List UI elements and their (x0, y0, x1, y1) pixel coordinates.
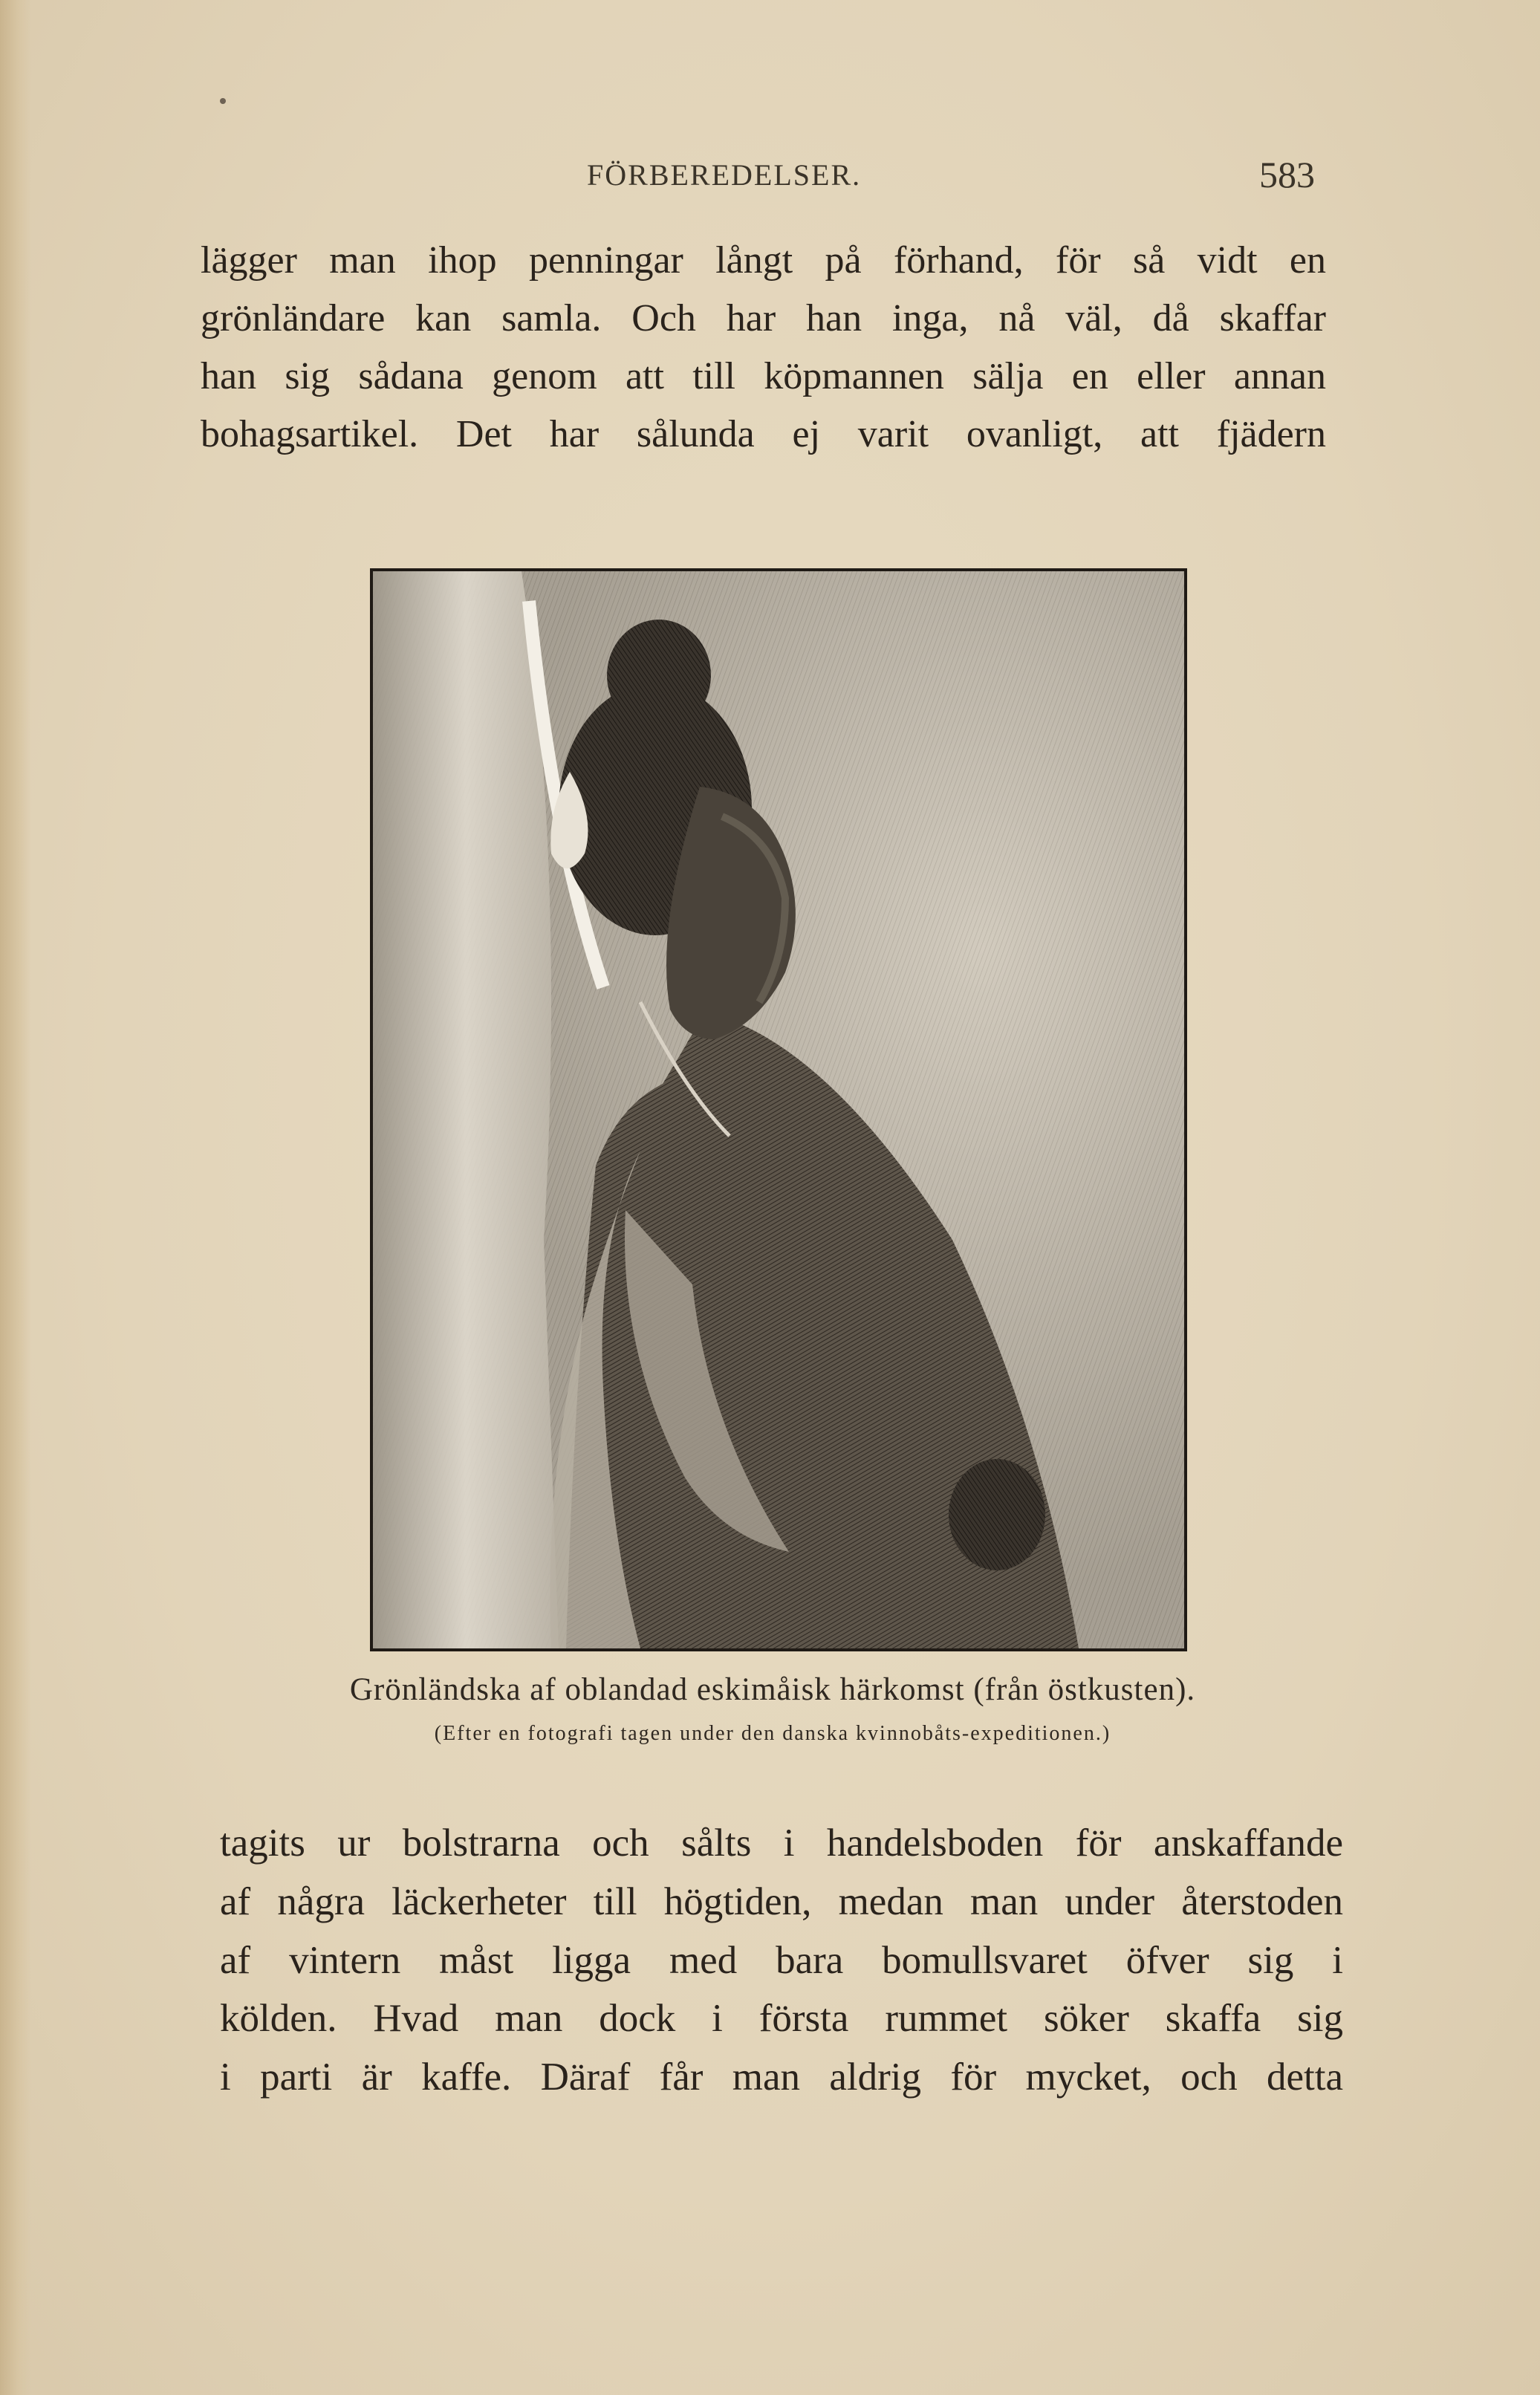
page-binding-edge (0, 0, 31, 2395)
figure-credit: (Efter en fotografi tagen under den danska kvinnobåts-expeditionen.) (434, 1722, 1111, 1745)
ink-speck (220, 98, 226, 104)
body-line-top-2: grönländare kan samla. Och har han inga, nå väl, då skaffar (201, 297, 1326, 339)
running-header: FÖRBEREDELSER. (587, 158, 862, 192)
body-line-bottom-4: kölden. Hvad man dock i första rummet söker skaffa sig (220, 1997, 1343, 2040)
figure-caption: Grönländska af oblandad eskimåisk härkomst (från östkusten). (349, 1672, 1196, 1707)
body-line-bottom-2: af några läckerheter till högtiden, medan man under återstoden (220, 1880, 1343, 1923)
body-line-bottom-3: af vintern måst ligga med bara bomullsvaret öfver sig i (220, 1939, 1343, 1982)
body-line-bottom-1: tagits ur bolstrarna och sålts i handelsboden för anskaffande (220, 1822, 1343, 1865)
body-line-top-3: han sig sådana genom att till köpmannen sälja en eller annan (201, 355, 1326, 397)
body-line-top-1: lägger man ihop penningar långt på förhand, för så vidt en (201, 239, 1326, 282)
body-line-bottom-5: i parti är kaffe. Däraf får man aldrig för mycket, och detta (220, 2056, 1343, 2099)
portrait-engraving-icon (373, 571, 1184, 1648)
page-number: 583 (1259, 154, 1315, 195)
body-line-top-4: bohagsartikel. Det har sålunda ej varit ovanligt, att fjädern (201, 413, 1326, 455)
engraving-figure (370, 568, 1187, 1651)
